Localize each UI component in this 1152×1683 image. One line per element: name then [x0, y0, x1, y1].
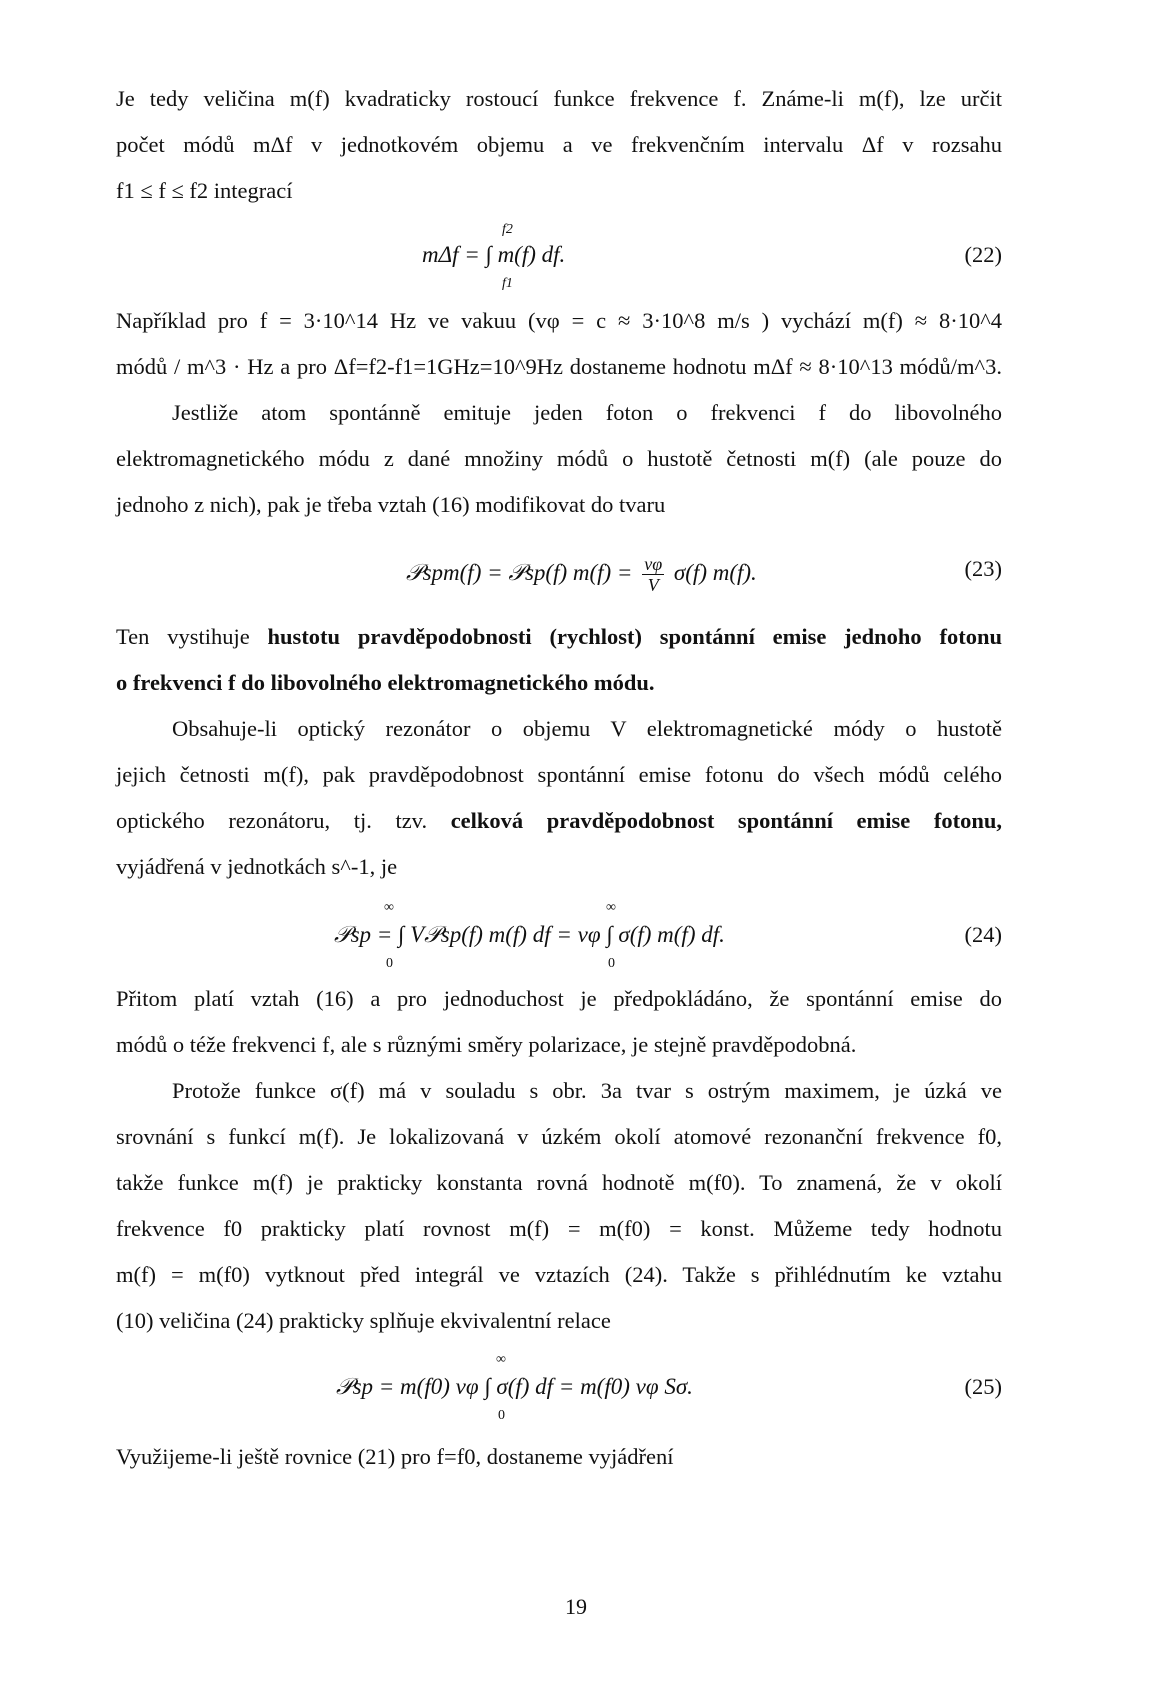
equation-number-22: (22) [964, 242, 1002, 267]
paragraph-line-9 [116, 622, 1002, 652]
paragraph-line-21: m(f) = m(f0) vytknout před integrál ve vztazích (24). Takže s přihlédnutím ke vztahu [116, 1262, 1002, 1287]
integral-2-lower-limit: 0 [608, 956, 615, 971]
equation-22-lhs: mΔf [422, 242, 459, 267]
equation-number-25: (25) [964, 1374, 1002, 1399]
paragraph-line-8: jednoho z nich), pak je třeba vztah (16) modifikovat do tvaru [116, 492, 666, 517]
paragraph-line-11: Obsahuje-li optický rezonátor o objemu V elektromagnetické módy o hustotě [172, 716, 1002, 741]
paragraph-line-3: f1 ≤ f ≤ f2 integrací [116, 178, 293, 203]
equation-23-right: σ(f) m(f). [673, 559, 757, 585]
paragraph-line-14: vyjádřená v jednotkách s^-1, je [116, 854, 398, 879]
paragraph-line-16: módů o téže frekvenci f, ale s různými směry polarizace, je stejně pravděpodobná. [116, 1032, 857, 1057]
paragraph-line-10-bold: o frekvenci f do libovolného elektromagnetického módu. [116, 670, 655, 695]
paragraph-line-13 [116, 806, 1002, 836]
equation-23-fraction [642, 554, 664, 595]
paragraph-line-2: počet módů mΔf v jednotkovém objemu a ve frekvenčním intervalu Δf v rozsahu [116, 132, 1002, 157]
equation-22 [116, 222, 1002, 292]
fraction-denominator: V [647, 575, 659, 595]
equation-24-part1: 𝒫sp = ∫ V𝒫sp(f) m(f) df = vφ [334, 922, 601, 947]
integral-upper-limit: ∞ [496, 1352, 506, 1367]
equation-number-23: (23) [964, 556, 1002, 581]
paragraph-line-20: frekvence f0 prakticky platí rovnost m(f) = m(f0) = konst. Můžeme tedy hodnotu [116, 1216, 1002, 1241]
line-13-lead: optického rezonátoru, tj. tzv. [116, 808, 428, 833]
paragraph-line-4: Například pro f = 3·10^14 Hz ve vakuu (vφ = c ≈ 3·10^8 m/s ) vychází m(f) ≈ 8·10^4 [116, 308, 1002, 333]
equation-25 [116, 1352, 1002, 1422]
paragraph-line-18: srovnání s funkcí m(f). Je lokalizovaná v úzkém okolí atomové rezonanční frekvence f0, [116, 1124, 1002, 1149]
paragraph-line-17: Protože funkce σ(f) má v souladu s obr. 3a tvar s ostrým maximem, je úzká ve [172, 1078, 1002, 1103]
line-9-lead: Ten vystihuje [116, 624, 250, 649]
equation-24 [116, 900, 1002, 970]
line-13-bold: celková pravděpodobnost spontánní emise fotonu, [450, 808, 1002, 833]
equation-23-body [406, 554, 757, 595]
paragraph-line-12: jejich četnosti m(f), pak pravděpodobnost spontánní emise fotonu do všech módů celého [116, 762, 1002, 787]
equation-23-left: 𝒫spm(f) = 𝒫sp(f) m(f) = [406, 559, 633, 585]
paragraph-line-15: Přitom platí vztah (16) a pro jednoduchost je předpokládáno, že spontánní emise do [116, 986, 1002, 1011]
integral-2-upper-limit: ∞ [606, 900, 616, 915]
paragraph-line-7: elektromagnetického módu z dané množiny módů o hustotě četnosti m(f) (ale pouze do [116, 446, 1002, 471]
equation-24-body [334, 922, 725, 948]
integral-lower-limit: 0 [498, 1408, 505, 1423]
integral-lower-limit: f1 [502, 276, 513, 291]
paragraph-line-19: takže funkce m(f) je prakticky konstanta rovná hodnotě m(f0). To znamená, že v okolí [116, 1170, 1002, 1195]
paragraph-line-1: Je tedy veličina m(f) kvadraticky rostoucí funkce frekvence f. Známe-li m(f), lze určit [116, 86, 1002, 111]
equation-25-part1: 𝒫sp = m(f0) vφ [336, 1374, 479, 1399]
equation-25-part2: ∫ σ(f) df = m(f0) vφ Sσ. [484, 1374, 693, 1399]
paragraph-line-23: Využijeme-li ještě rovnice (21) pro f=f0, dostaneme vyjádření [116, 1444, 674, 1469]
equation-25-body [336, 1374, 693, 1400]
equation-23 [116, 532, 1002, 602]
paragraph-line-6: Jestliže atom spontánně emituje jeden foton o frekvenci f do libovolného [172, 400, 1002, 425]
paragraph-line-22: (10) veličina (24) prakticky splňuje ekvivalentní relace [116, 1308, 611, 1333]
equation-22-body [422, 242, 565, 268]
paragraph-line-5: módů / m^3 · Hz a pro Δf=f2-f1=1GHz=10^9Hz dostaneme hodnotu mΔf ≈ 8·10^13 módů/m^3. [116, 354, 1002, 379]
page-number: 19 [565, 1594, 587, 1619]
line-9-bold: hustotu pravděpodobnosti (rychlost) spontánní emise jednoho fotonu [267, 624, 1002, 649]
fraction-numerator: vφ [644, 554, 663, 574]
equation-22-rhs: = ∫ m(f) df. [464, 242, 566, 267]
equation-number-24: (24) [964, 922, 1002, 947]
integral-1-upper-limit: ∞ [384, 900, 394, 915]
integral-1-lower-limit: 0 [386, 956, 393, 971]
integral-upper-limit: f2 [502, 222, 513, 237]
equation-24-part2: ∫ σ(f) m(f) df. [606, 922, 725, 947]
